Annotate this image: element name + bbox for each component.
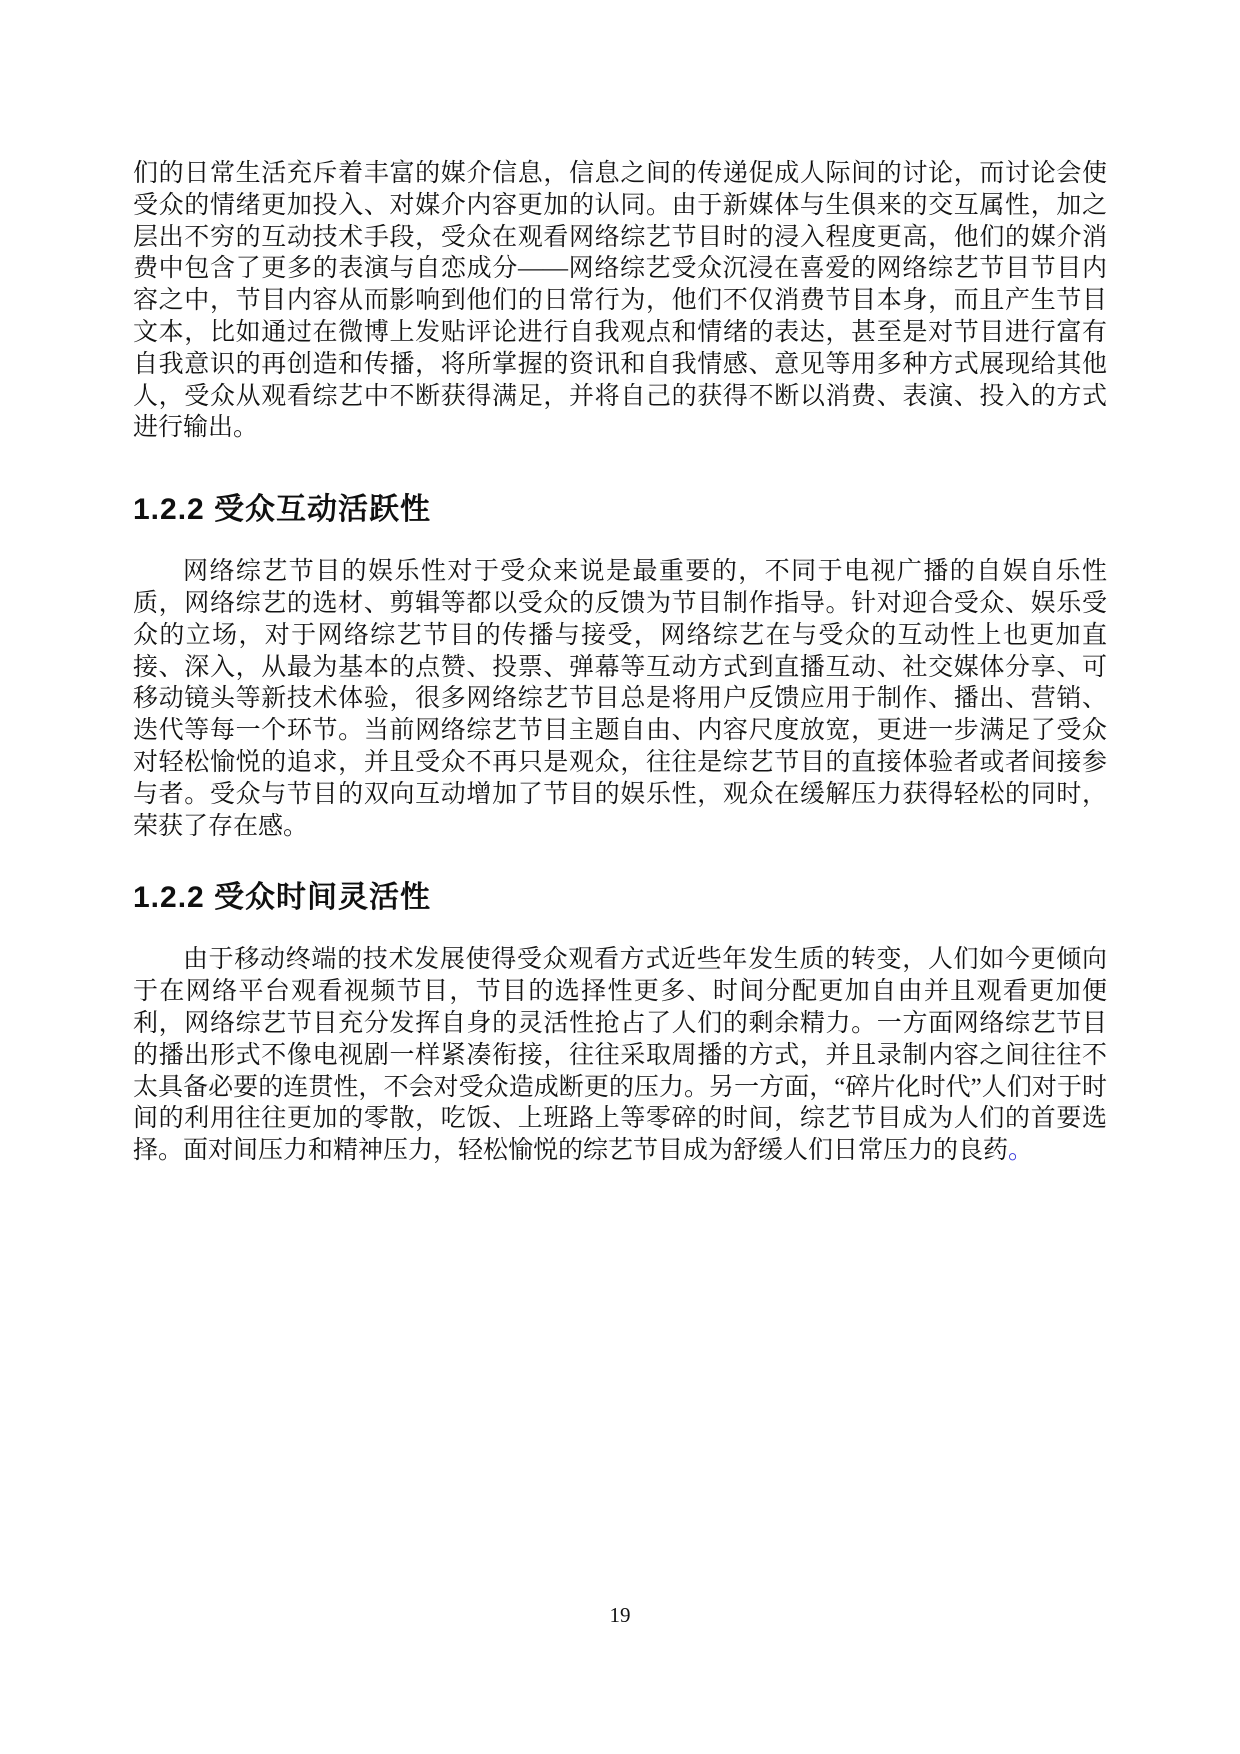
section-heading-audience-time: 1.2.2 受众时间灵活性 — [133, 881, 432, 915]
paragraph-continuation: 们的日常生活充斥着丰富的媒介信息，信息之间的传递促成人际间的讨论，而讨论会使受众的情绪更加投入、对媒介内容更加的认同。由于新媒体与生俱来的交互属性，加之层出不穷的互动技术手段，受众在观看网络综艺节目时的浸入程度更高，他们的媒介消费中包含了更多的表演与自恋成分——网络综艺受众沉浸在喜爱的网络综艺节目节目内容之中，节目内容从而影响到他们的日常行为，他们不仅消费节目本身，而且产生节目文本，比如通过在微博上发贴评论进行自我观点和情绪的表达，甚至是对节目进行富有自我意识的再创造和传播，将所掌握的资讯和自我情感、意见等用多种方式展现给其他人，受众从观看综艺中不断获得满足，并将自己的获得不断以消费、表演、投入的方式进行输出。 — [133, 160, 1107, 442]
paragraph-audience-interaction: 网络综艺节目的娱乐性对于受众来说是最重要的，不同于电视广播的自娱自乐性质，网络综艺的选材、剪辑等都以受众的反馈为节目制作指导。针对迎合受众、娱乐受众的立场，对于网络综艺节目的传播与接受，网络综艺在与受众的互动性上也更加直接、深入，从最为基本的点赞、投票、弹幕等互动方式到直播互动、社交媒体分享、可移动镜头等新技术体验，很多网络综艺节目总是将用户反馈应用于制作、播出、营销、迭代等每一个环节。当前网络综艺节目主题自由、内容尺度放宽，更进一步满足了受众对轻松愉悦的追求，并且受众不再只是观众，往往是综艺节目的直接体验者或者间接参与者。受众与节目的双向互动增加了节目的娱乐性，观众在缓解压力获得轻松的同时，荣获了存在感。 — [133, 558, 1107, 840]
paragraph-audience-time-text: 由于移动终端的技术发展使得受众观看方式近些年发生质的转变，人们如今更倾向于在网络平台观看视频节目，节目的选择性更多、时间分配更加自由并且观看更加便利，网络综艺节目充分发挥自身的灵活性抢占了人们的剩余精力。一方面网络综艺节目的播出形式不像电视剧一样紧凑衔接，往往采取周播的方式，并且录制内容之间往往不太具备必要的连贯性，不会对受众造成断更的压力。另一方面，“碎片化时代”人们对于时间的利用往往更加的零散，吃饭、上班路上等零碎的时间，综艺节目成为人们的首要选择。面对间压力和精神压力，轻松愉悦的综艺节目成为舒缓人们日常压力的良药 — [133, 946, 1107, 1165]
paragraph-audience-time-final-period: 。 — [1008, 1137, 1034, 1165]
paragraph-audience-time — [133, 944, 1107, 1167]
page-footer — [0, 1603, 1240, 1628]
page-number: 19 — [609, 1603, 631, 1627]
section-heading-audience-interaction: 1.2.2 受众互动活跃性 — [133, 493, 432, 527]
